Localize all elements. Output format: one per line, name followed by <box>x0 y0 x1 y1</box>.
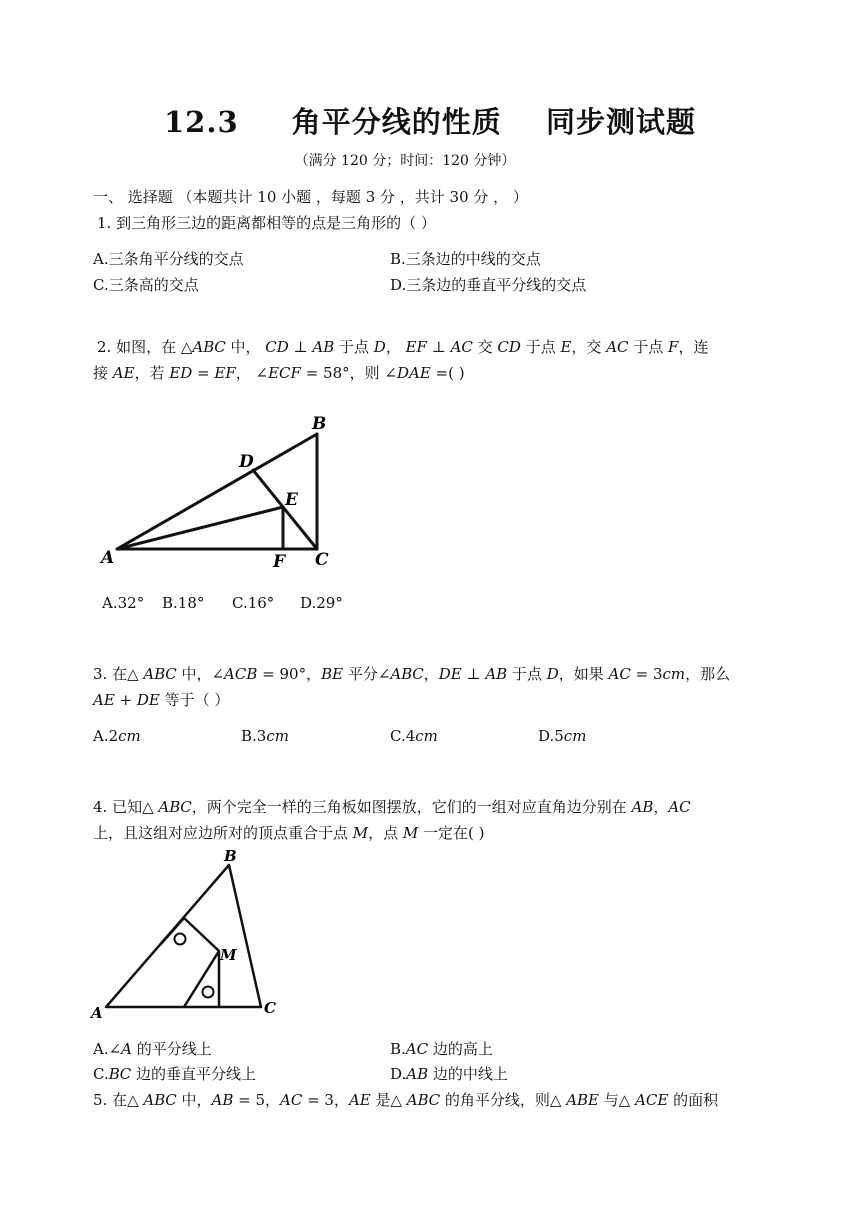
q3-option-b: B.3𝑐𝑚 <box>241 727 289 745</box>
section-heading: 一、 选择题 （本题共计 10 小题 ，每题 3 分 ，共计 30 分 ， ） <box>93 188 528 206</box>
page-title <box>0 100 860 141</box>
q2-option-b: B.18° <box>162 594 205 612</box>
q3-option-d: D.5𝑐𝑚 <box>538 727 587 745</box>
exam-info: （满分 120 分；时间：120 分钟） <box>294 153 516 169</box>
q3-option-a: A.2𝑐𝑚 <box>93 727 141 745</box>
title-sub: 同步测试题 <box>545 105 696 139</box>
q4-option-d: D.𝐴𝐵 边的中线上 <box>390 1065 508 1083</box>
fig4-label-c: C <box>264 999 276 1017</box>
q4-triangle-figure <box>88 843 288 1023</box>
question-2-line-1: 2. 如图，在 △𝐴𝐵𝐶 中， 𝐶𝐷 ⊥ 𝐴𝐵 于点 𝐷， 𝐸𝐹 ⊥ 𝐴𝐶 交 𝐶𝐷 于点 𝐸，交 𝐴𝐶 于点 𝐹，连 <box>97 338 709 356</box>
question-3-line-1: 3. 在△ 𝐴𝐵𝐶 中，∠𝐴𝐶𝐵 = 90°，𝐵𝐸 平分∠𝐴𝐵𝐶，𝐷𝐸 ⊥ 𝐴𝐵 于点 𝐷，如果 𝐴𝐶 = 3𝑐𝑚，那么 <box>93 665 731 683</box>
fig4-label-b: B <box>224 847 237 865</box>
title-number: 12.3 <box>164 105 239 139</box>
q2-option-c: C.16° <box>232 594 275 612</box>
q3-option-c: C.4𝑐𝑚 <box>390 727 438 745</box>
question-2-line-2: 接 𝐴𝐸，若 𝐸𝐷 = 𝐸𝐹， ∠𝐸𝐶𝐹 = 58°，则 ∠𝐷𝐴𝐸 =( ) <box>93 364 465 382</box>
question-5-line-1: 5. 在△ 𝐴𝐵𝐶 中，𝐴𝐵 = 5，𝐴𝐶 = 3，𝐴𝐸 是△ 𝐴𝐵𝐶 的角平分线，则△ 𝐴𝐵𝐸 与△ 𝐴𝐶𝐸 的面积 <box>93 1091 719 1109</box>
question-3-line-2: 𝐴𝐸 + 𝐷𝐸 等于（ ） <box>93 691 230 709</box>
fig2-label-b: B <box>312 414 327 434</box>
q2-triangle-figure <box>95 405 355 580</box>
q1-option-a: A.三条角平分线的交点 <box>93 250 244 268</box>
q4-option-a: A.∠𝐴 的平分线上 <box>93 1040 212 1058</box>
q4-option-b: B.𝐴𝐶 边的高上 <box>390 1040 493 1058</box>
question-4-line-1: 4. 已知△ 𝐴𝐵𝐶，两个完全一样的三角板如图摆放，它们的一组对应直角边分别在 𝐴𝐵，𝐴𝐶 <box>93 798 691 816</box>
fig2-label-e: E <box>285 490 298 510</box>
q2-option-a: A.32° <box>102 594 145 612</box>
question-4-line-2: 上，且这组对应边所对的顶点重合于点 𝑀，点 𝑀 一定在( ) <box>93 824 485 842</box>
fig4-label-m: M <box>220 946 237 964</box>
q4-option-c: C.𝐵𝐶 边的垂直平分线上 <box>93 1065 256 1083</box>
fig4-label-a: A <box>91 1004 103 1022</box>
q1-option-d: D.三条边的垂直平分线的交点 <box>390 276 587 294</box>
title-main: 角平分线的性质 <box>291 105 502 139</box>
fig2-label-c: C <box>315 550 329 570</box>
question-1-stem: 1. 到三角形三边的距离都相等的点是三角形的（ ） <box>97 214 436 232</box>
q1-option-c: C.三条高的交点 <box>93 276 199 294</box>
q2-option-d: D.29° <box>300 594 343 612</box>
fig2-label-a: A <box>101 548 115 568</box>
q1-option-b: B.三条边的中线的交点 <box>390 250 541 268</box>
fig2-label-d: D <box>239 452 254 472</box>
fig2-label-f: F <box>273 552 286 572</box>
